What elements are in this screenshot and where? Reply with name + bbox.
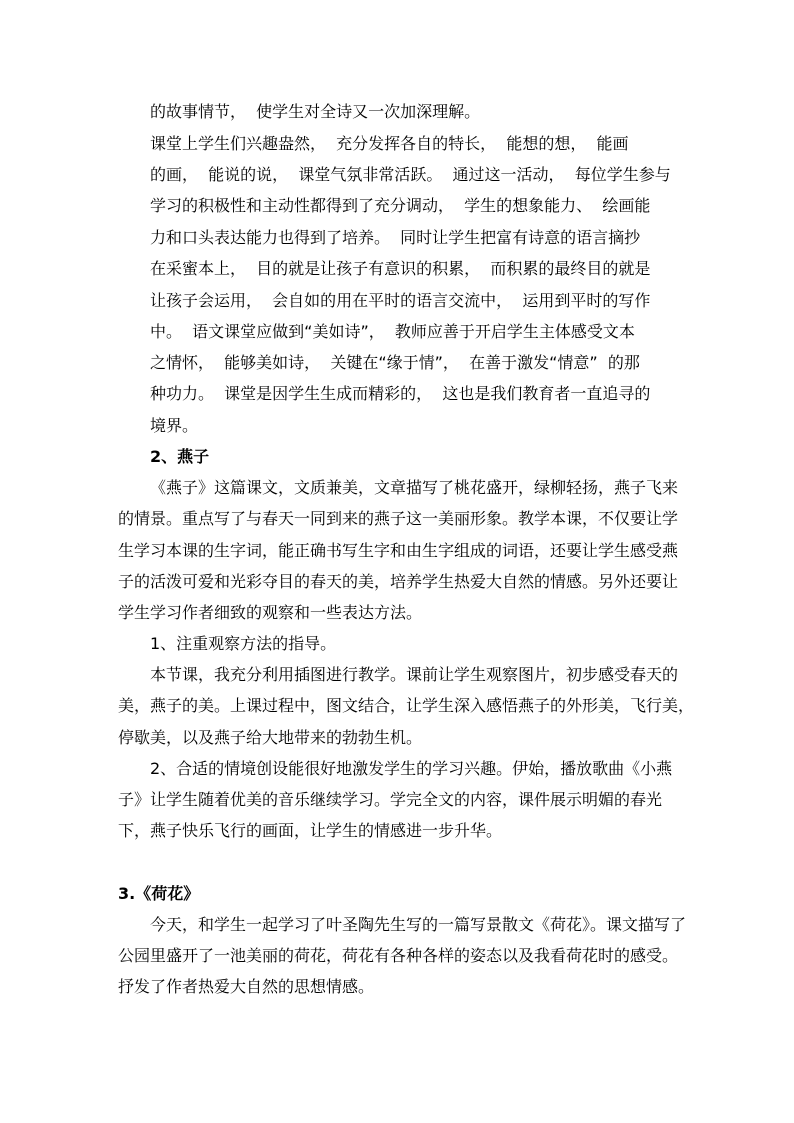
text-line: 中。 语文课堂应做到“美如诗”， 教师应善于开启学生主体感受文本 [150, 322, 635, 341]
text-line: 本节课，我充分利用插图进行教学。课前让学生观察图片，初步感受春天的 [150, 665, 679, 684]
text-line: 课堂上学生们兴趣盎然， 充分发挥各自的特长， 能想的想， 能画 [150, 134, 629, 153]
text-line: 力和口头表达能力也得到了培养。 同时让学生把富有诗意的语言摘抄 [150, 228, 641, 247]
text-line: 抒发了作者热爱大自然的思想情感。 [118, 977, 375, 996]
text-line: 学生学习作者细致的观察和一些表达方法。 [118, 603, 423, 622]
section-heading-swallow: 2、燕子 [150, 447, 210, 466]
text-line: 之情怀， 能够美如诗， 关键在“缘于情”， 在善于激发“情意” 的那 [150, 353, 640, 372]
text-line: 美，燕子的美。上课过程中，图文结合，让学生深入感悟燕子的外形美，飞行美， [118, 696, 695, 715]
text-line: 2、合适的情境创设能很好地激发学生的学习兴趣。伊始，播放歌曲《小燕 [150, 759, 673, 778]
text-line: 种功力。 课堂是因学生生成而精彩的， 这也是我们教育者一直追寻的 [150, 384, 651, 403]
text-line: 子》让学生随着优美的音乐继续学习。学完全文的内容，课件展示明媚的春光 [118, 790, 663, 809]
text-line: 的情景。重点写了与春天一同到来的燕子这一美丽形象。教学本课，不仅要让学 [118, 509, 679, 528]
text-line: 让孩子会运用， 会自如的用在平时的语言交流中， 运用到平时的写作 [150, 291, 651, 310]
text-line: 境界。 [150, 416, 199, 435]
text-line: 的故事情节， 使学生对全诗又一次加深理解。 [150, 102, 481, 121]
text-line: 公园里盛开了一池美丽的荷花，荷花有各种各样的姿态以及我看荷花时的感受。 [118, 946, 679, 965]
text-line: 的画， 能说的说， 课堂气氛非常活跃。 通过这一活动， 每位学生参与 [150, 165, 671, 184]
text-line: 子的活泼可爱和光彩夺目的春天的美，培养学生热爱大自然的情感。另外还要让 [118, 572, 679, 591]
text-line: 停歇美，以及燕子给大地带来的勃勃生机。 [118, 728, 423, 747]
text-line: 1、注重观察方法的指导。 [150, 634, 337, 653]
text-line: 生学习本课的生字词，能正确书写生字和由生字组成的词语，还要让学生感受燕 [118, 541, 679, 560]
text-line: 下，燕子快乐飞行的画面，让学生的情感进一步升华。 [118, 821, 503, 840]
section-heading-lotus: 3.《荷花》 [118, 884, 200, 903]
text-line: 今天，和学生一起学习了叶圣陶先生写的一篇写景散文《荷花》。课文描写了 [150, 915, 687, 934]
text-line: 在采蜜本上， 目的就是让孩子有意识的积累， 而积累的最终目的就是 [150, 259, 651, 278]
text-line: 学习的积极性和主动性都得到了充分调动， 学生的想象能力、 绘画能 [150, 196, 651, 215]
text-line: 《燕子》这篇课文，文质兼美，文章描写了桃花盛开，绿柳轻扬，燕子飞来 [150, 478, 679, 497]
